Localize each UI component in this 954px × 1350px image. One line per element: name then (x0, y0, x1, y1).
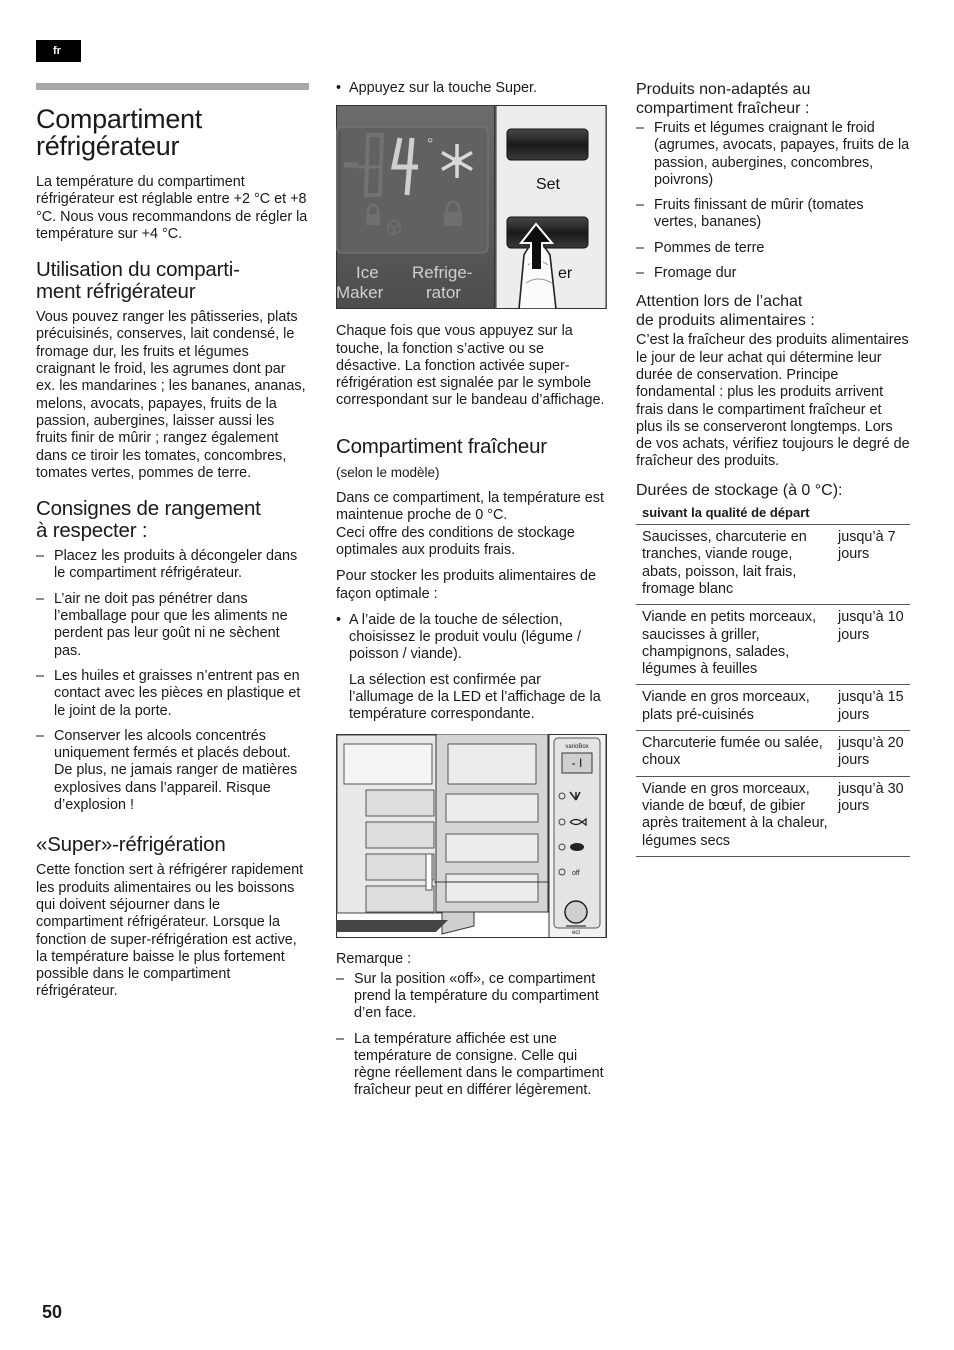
section-rule (36, 83, 309, 90)
column-3 (636, 80, 910, 857)
list-item: – Conserver les alcools concentrés uniquement fermés et placés debout. De plus, ne jamais ranger de matières explosives dans l’appareil. Risque d’explosion ! (36, 728, 308, 814)
set-button (507, 129, 588, 160)
fraicheur-confirm: La sélection est confirmée par l’allumage de la LED et l’affichage de la température correspondante. (349, 671, 601, 723)
table-header: suivant la qualité de départ (636, 502, 910, 525)
storage-table (636, 502, 910, 857)
fraicheur-p2: Pour stocker les produits alimentaires de façon optimale : (336, 568, 596, 602)
table-cell-duration: jusqu’à 10 jours (834, 605, 910, 685)
list-item: – La température affichée est une température de consigne. Celle qui règne réellement dans le compartiment fraîcheur peut en différer légèrement. (336, 1031, 608, 1100)
super-heading: «Super»-réfrigération (36, 833, 226, 857)
column-1 (36, 106, 308, 1010)
fraicheur-bullets (336, 612, 608, 664)
attention-heading: Attention lors de l’achat de produits alimentaires : (636, 293, 815, 330)
list-item: – Sur la position «off», ce compartiment prend la température du compartiment d’en face. (336, 971, 608, 1023)
utilisation-text: Vous pouvez ranger les pâtisseries, plats précuisinés, conserves, lait condensé, le fromage dur, les fruits et légumes craignant le froid, les agrumes dont par ex. les mandarines ; les bananes, ananas, melons, avocats, papayes, fruits de la passion, aubergines, laisser aussi les fruits finir de mûrir ; rangez également dans ce tiroir les tomates, concombres, tomates vertes, pommes de terre. (36, 309, 306, 481)
table-cell-product: Viande en gros morceaux, plats pré-cuisinés (636, 685, 834, 731)
consignes-list (36, 548, 308, 814)
list-item: – Pommes de terre (636, 240, 910, 257)
control-panel-svg (336, 105, 607, 309)
ice-label-2: Maker (336, 283, 384, 303)
fridge-svg (336, 734, 607, 938)
ice-label-1: Ice (356, 263, 379, 283)
variobox-display: - I (571, 755, 583, 770)
remarque-list (336, 971, 608, 1100)
non-adaptes-list (636, 120, 910, 282)
fraicheur-p1: Dans ce compartiment, la température est maintenue proche de 0 °C. Ceci offre des conditions de stockage optimales aux produits frais. (336, 490, 604, 558)
super-text: Cette fonction sert à réfrigérer rapidement les produits alimentaires ou les boissons qui doivent séjourner dans le compartiment réfrigérateur. Lorsque la fonction de super-réfrigération est active, la température baisse le plus fortement possible dans le compartiment réfrigérateur. (36, 862, 304, 1000)
off-label: off (572, 869, 580, 877)
list-item: – Fruits finissant de mûrir (tomates vertes, bananes) (636, 197, 910, 232)
language-tag: fr (36, 40, 81, 62)
fraicheur-heading: Compartiment fraîcheur (336, 434, 547, 458)
table-header-row (636, 502, 910, 525)
super-label-partial: er (558, 265, 573, 283)
table-row (636, 731, 910, 777)
list-item: • A l’aide de la touche de sélection, choisissez le produit voulu (légume / poisson / viande). (336, 612, 608, 664)
refrigerator-label-2: rator (426, 283, 461, 303)
list-item: – Placez les produits à décongeler dans le compartiment réfrigérateur. (36, 548, 308, 583)
table-cell-product: Viande en petits morceaux, saucisses à griller, champignons, salades, légumes à feuilles (636, 605, 834, 685)
press-text: Chaque fois que vous appuyez sur la touche, la fonction s’active ou se désactive. La fonction activée super-réfrigération est signalée par le symbole correspondant sur le bandeau d’affichage. (336, 323, 605, 409)
table-cell-product: Charcuterie fumée ou salée, choux (636, 731, 834, 777)
intro-paragraph: La température du compartiment réfrigérateur est réglable entre +2 °C et +8 °C. Nous vous recommandons de régler la température sur +4 °C. (36, 174, 308, 242)
remarque-heading: Remarque : (336, 950, 412, 967)
utilisation-heading: Utilisation du comparti- ment réfrigérateur (36, 258, 240, 304)
fridge-illustration (336, 734, 607, 938)
table-row (636, 605, 910, 685)
refrigerator-label-1: Refrige- (412, 263, 473, 283)
table-cell-product: Saucisses, charcuterie en tranches, viande rouge, abats, poisson, lait frais, fromage blanc (636, 525, 834, 605)
degree-symbol: ° (427, 136, 434, 154)
table-row (636, 525, 910, 605)
list-item: – Fromage dur (636, 265, 910, 282)
column-2 (336, 80, 608, 1108)
table-cell-duration: jusqu’à 20 jours (834, 731, 910, 777)
select-label-partial: ect (571, 929, 581, 936)
variobox-brand: varioBox (565, 743, 589, 750)
table-cell-duration: jusqu’à 30 jours (834, 776, 910, 856)
select-button (565, 901, 587, 923)
durees-heading: Durées de stockage (à 0 °C): (636, 481, 843, 499)
super-key-label: Super (495, 80, 534, 96)
press-instruction: • Appuyez sur la touche Super. (336, 80, 608, 97)
model-note: (selon le modèle) (336, 464, 440, 480)
list-item: – Les huiles et graisses n’entrent pas en contact avec les pièces en plastique et le joint de la porte. (36, 668, 308, 720)
meat-icon (570, 843, 584, 851)
page-title: Compartiment réfrigérateur (36, 104, 202, 161)
table-row (636, 776, 910, 856)
list-item: – Fruits et légumes craignant le froid (agrumes, avocats, papayes, fruits de la passion, aubergines, concombres, poivrons) (636, 120, 910, 189)
non-adaptes-heading: Produits non-adaptés au compartiment fraîcheur : (636, 81, 811, 117)
attention-text: C’est la fraîcheur des produits alimentaires le jour de leur achat qui détermine leur durée de conservation. Principe fondamental : plus les produits arrivent frais dans le compartiment fraîcheur et plus ils se conserveront longtemps. Lors de vos achats, vérifiez toujours le degré de fraîcheur des produits. (636, 332, 910, 470)
table-cell-product: Viande en gros morceaux, viande de bœuf, de gibier après traitement à la chaleur, légumes secs (636, 776, 834, 856)
list-item: – L’air ne doit pas pénétrer dans l’emballage pour que les aliments ne perdent pas leur goût ni ne sèchent pas. (36, 591, 308, 660)
consignes-heading: Consignes de rangement à respecter : (36, 497, 261, 543)
set-label: Set (535, 176, 561, 194)
table-row (636, 685, 910, 731)
page-number: 50 (42, 1302, 63, 1322)
table-cell-duration: jusqu’à 15 jours (834, 685, 910, 731)
control-panel-illustration (336, 105, 607, 309)
table-cell-duration: jusqu’à 7 jours (834, 525, 910, 605)
